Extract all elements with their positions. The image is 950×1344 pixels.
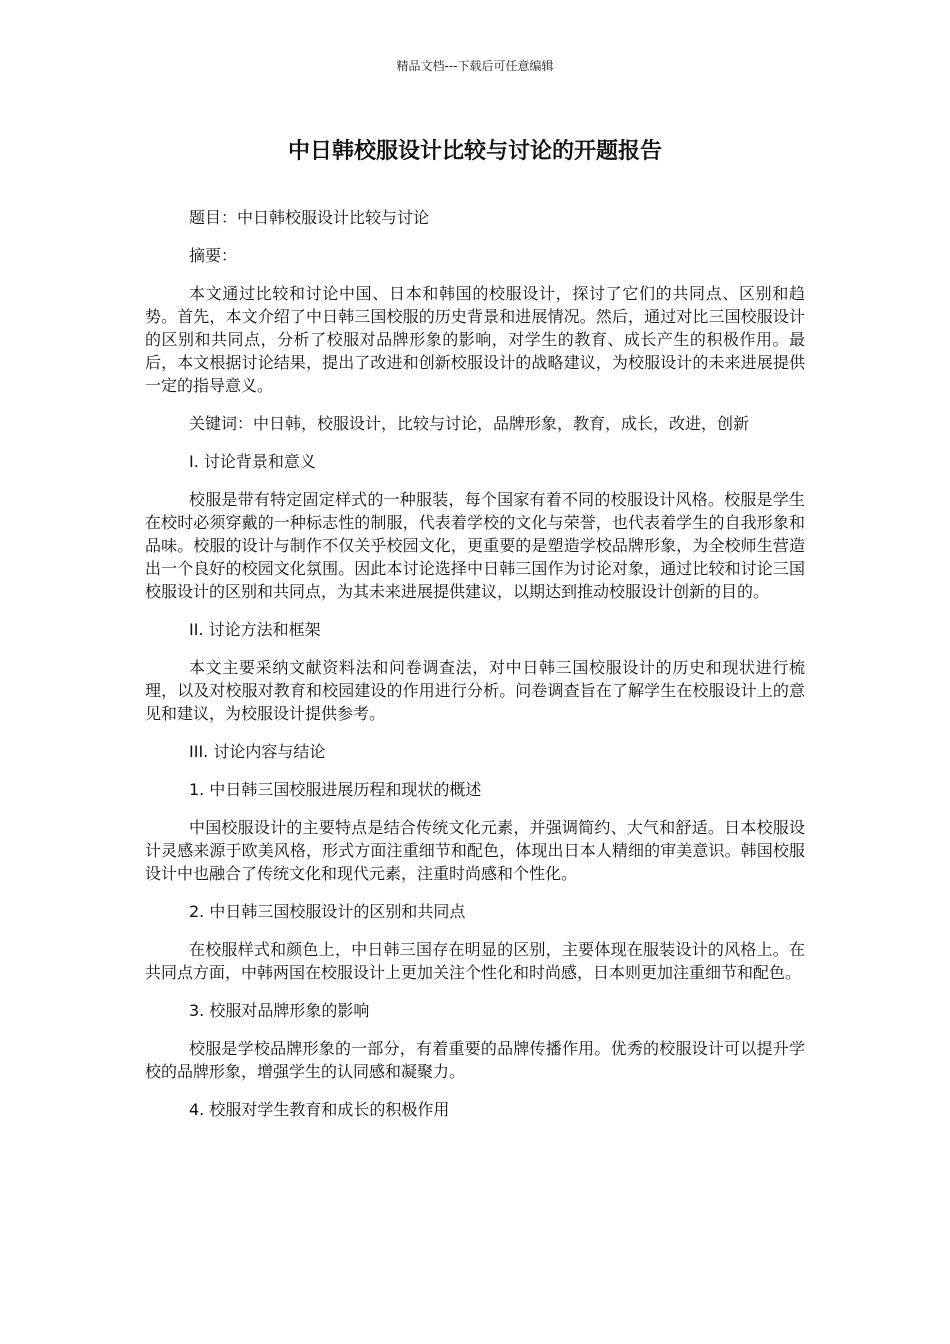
brand-paragraph: 校服是学校品牌形象的一部分，有着重要的品牌传播作用。优秀的校服设计可以提升学校的品牌形象，增强学生的认同感和凝聚力。 <box>145 1039 805 1081</box>
document-body <box>145 206 805 1136</box>
document-title: 中日韩校服设计比较与讨论的开题报告 <box>287 139 662 164</box>
method-paragraph: 本文主要采纳文献资料法和问卷调查法，对中日韩三国校服设计的历史和现状进行梳理，以及对校服对教育和校园建设的作用进行分析。问卷调查旨在了解学生在校服设计上的意见和建议，为校服设计提供参考。 <box>145 658 805 723</box>
abstract-label: 摘要： <box>189 246 238 265</box>
overview-paragraph: 中国校服设计的主要特点是结合传统文化元素，并强调简约、大气和舒适。日本校服设计灵感来源于欧美风格，形式方面注重细节和配色，体现出日本人精细的审美意识。韩国校服设计中也融合了传统文化和现代元素，注重时尚感和个性化。 <box>145 818 805 883</box>
topic-line: 题目：中日韩校服设计比较与讨论 <box>189 208 430 227</box>
abstract-paragraph: 本文通过比较和讨论中国、日本和韩国的校服设计，探讨了它们的共同点、区别和趋势。首先，本文介绍了中日韩三国校服的历史背景和进展情况。然后，通过对比三国校服设计的区别和共同点，分析了校服对品牌形象的影响，对学生的教育、成长产生的积极作用。最后，本文根据讨论结果，提出了改进和创新校服设计的战略建议，为校服设计的未来进展提供一定的指导意义。 <box>145 284 805 395</box>
header-note: 精品文档---下载后可任意编辑 <box>396 59 554 73</box>
subheading-4: 4. 校服对学生教育和成长的积极作用 <box>189 1100 450 1119</box>
subheading-2: 2. 中日韩三国校服设计的区别和共同点 <box>189 902 466 921</box>
section-heading-3: III. 讨论内容与结论 <box>189 742 326 761</box>
section-heading-2: II. 讨论方法和框架 <box>189 620 321 639</box>
section-heading-1: I. 讨论背景和意义 <box>189 452 316 471</box>
differences-paragraph: 在校服样式和颜色上，中日韩三国存在明显的区别，主要体现在服装设计的风格上。在共同点方面，中韩两国在校服设计上更加关注个性化和时尚感，日本则更加注重细节和配色。 <box>145 940 805 982</box>
subheading-3: 3. 校服对品牌形象的影响 <box>189 1001 370 1020</box>
subheading-1: 1. 中日韩三国校服进展历程和现状的概述 <box>189 780 482 799</box>
keywords-line: 关键词：中日韩，校服设计，比较与讨论，品牌形象，教育，成长，改进，创新 <box>189 414 750 433</box>
background-paragraph: 校服是带有特定固定样式的一种服装，每个国家有着不同的校服设计风格。校服是学生在校时必须穿戴的一种标志性的制服，代表着学校的文化与荣誉，也代表着学生的自我形象和品味。校服的设计与制作不仅关乎校园文化，更重要的是塑造学校品牌形象，为全校师生营造出一个良好的校园文化氛围。因此本讨论选择中日韩三国作为讨论对象，通过比较和讨论三国校服设计的区别和共同点，为其未来进展提供建议，以期达到推动校服设计创新的目的。 <box>145 490 805 601</box>
